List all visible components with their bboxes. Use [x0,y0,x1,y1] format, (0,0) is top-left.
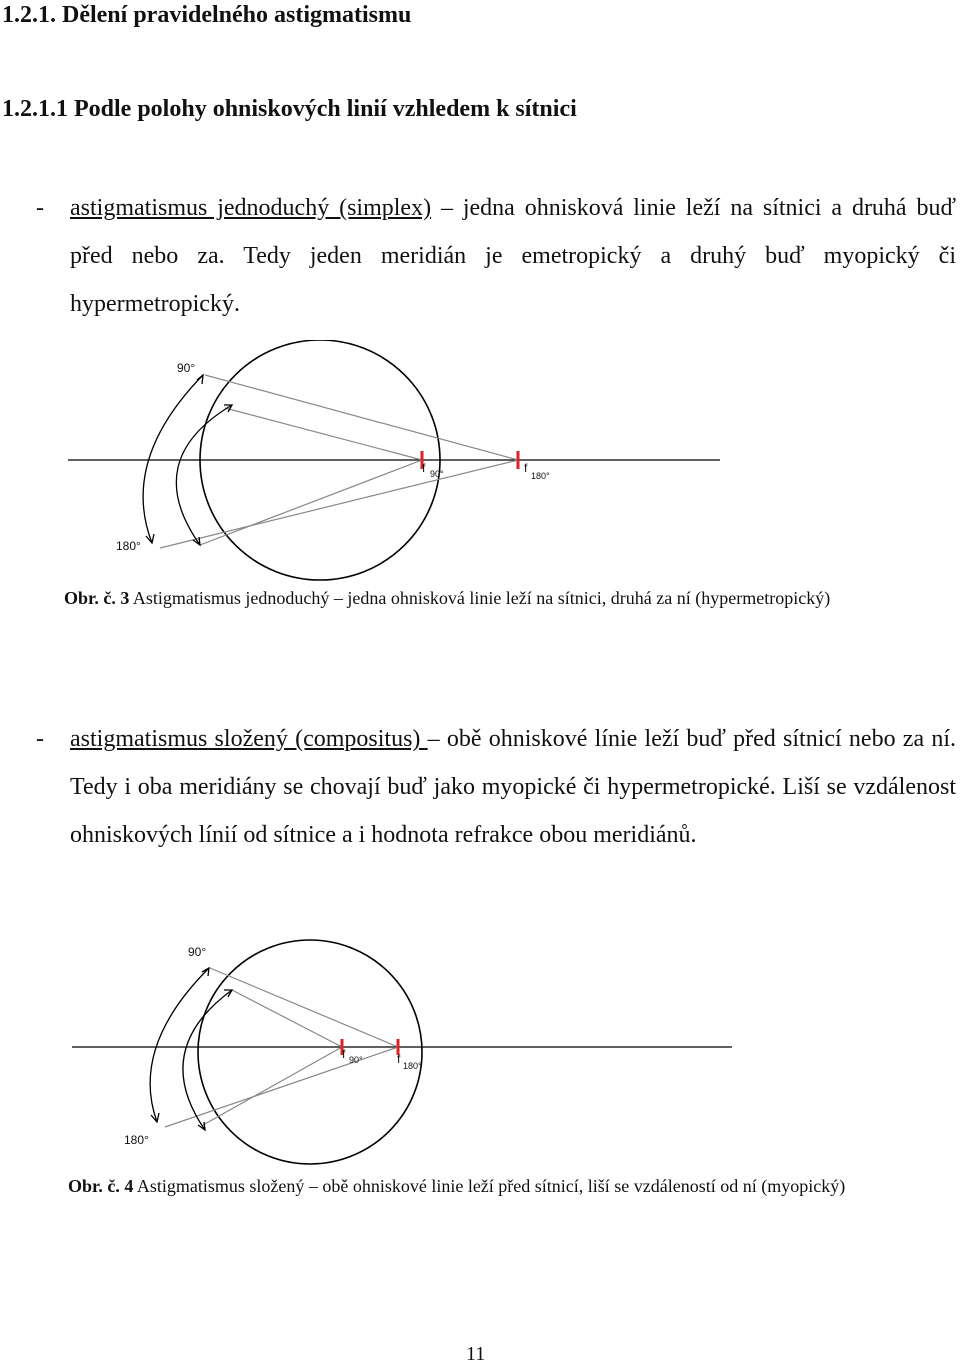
figure-compositus-diagram [0,935,960,1170]
section-heading: 1.2.1. Dělení pravidelného astigmatismu [2,2,412,28]
page-number: 11 [466,1343,486,1365]
arc-arrow-outer [150,968,209,1122]
list-item-text [70,715,956,859]
list-dash: - [36,726,44,752]
list-item-simplex [0,184,960,328]
label-90-deg: 90° [188,945,207,959]
caption-text: Astigmatismus složený – obě ohniskové linie leží před sítnicí, liší se vzdáleností od ní (myopický) [133,1176,846,1196]
focal-label-180-sub: 180° [403,1061,422,1071]
focal-label-90: f [342,1047,346,1061]
focal-label-180: f [397,1052,401,1066]
figure-caption-4 [68,1174,948,1198]
label-180-deg: 180° [124,1133,149,1147]
focal-label-90-sub: 90° [430,469,444,479]
arrow-head [198,1122,205,1130]
caption-label: Obr. č. 3 [64,588,130,608]
list-item-text [70,184,956,328]
figure-simplex-diagram [0,340,960,590]
eye-circle [198,940,422,1164]
definition-compositus: – obě ohniskové línie leží buď před sítnicí nebo za ní. Tedy i oba meridiány se chovají buď jako myopické či hypermetropické. Liší se vzdálenost ohniskových línií od sítnice a i hodnota refrakce obou meridiánů. [70,726,956,848]
ray-lines [160,375,518,548]
definition-simplex: – jedna ohnisková linie leží na sítnici a druhá buď před nebo za. Tedy jeden meridián je emetropický a druhý buď myopický či hypermetropický. [70,195,956,317]
figure-caption-3 [64,586,944,610]
caption-text: Astigmatismus jednoduchý – jedna ohnisková linie leží na sítnici, druhá za ní (hypermetropický) [129,588,831,608]
focal-label-90-sub: 90° [349,1055,363,1065]
label-90-deg: 90° [177,361,196,375]
focal-label-180: f [524,461,528,475]
label-180-deg: 180° [116,539,141,553]
focal-label-180-sub: 180° [531,471,550,481]
arc-arrow-inner [183,990,232,1130]
term-simplex: astigmatismus jednoduchý (simplex) [70,195,432,221]
list-item-compositus [0,715,960,907]
focal-label-90: f [422,461,426,475]
arc-arrow-outer [143,375,203,543]
caption-label: Obr. č. 4 [68,1176,134,1196]
arrow-head [197,375,203,384]
term-compositus: astigmatismus složený (compositus) [70,726,428,752]
list-dash: - [36,195,44,221]
subsection-heading: 1.2.1.1 Podle polohy ohniskových linií vzhledem k sítnici [2,96,577,122]
arc-arrow-inner [176,405,232,545]
